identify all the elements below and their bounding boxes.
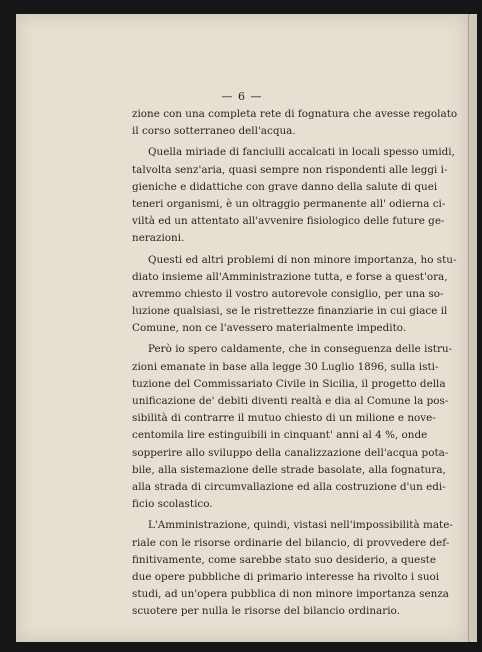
text-line: talvolta senz'aria, quasi sempre non rispondenti alle leggi i- — [132, 163, 448, 176]
text-line: Però io spero caldamente, che in conseguenza delle istru- — [148, 343, 453, 356]
text-line: il corso sotterraneo dell'acqua. — [132, 125, 296, 138]
scanned-page — [16, 14, 468, 642]
text-line: scuotere per nulla le risorse del bilancio ordinario. — [132, 605, 400, 618]
page-number: — 6 — — [221, 90, 263, 103]
text-line: zione con una completa rete di fognatura che avesse regolato — [132, 108, 458, 120]
text-line: Quella miriade di fanciulli accalcati in locali spesso umidi, — [148, 146, 455, 159]
text-line: centomila lire estinguibili in cinquant' anni al 4 %, onde — [132, 429, 428, 442]
text-line: luzione qualsiasi, se le ristrettezze finanziarie in cui giace il — [132, 305, 448, 318]
text-line: viltà ed un attentato all'avvenire fisiologico delle future ge- — [132, 215, 445, 228]
text-line: sopperire allo sviluppo della canalizzazione dell'acqua pota- — [132, 446, 449, 459]
text-line: riale con le risorse ordinarie del bilancio, di provvedere def- — [132, 536, 450, 549]
paragraph — [132, 106, 458, 140]
text-line: diato insieme all'Amministrazione tutta, e forse a quest'ora, — [132, 270, 448, 283]
text-line: alla strada di circumvallazione ed alla costruzione d'un edi- — [132, 480, 446, 493]
text-line: unificazione de' debiti diventi realtà e dia al Comune la pos- — [132, 395, 449, 407]
text-line: ficio scolastico. — [132, 498, 213, 511]
next-page-edge — [468, 14, 477, 642]
text-line: L'Amministrazione, quindi, vistasi nell'impossibilità mate- — [148, 519, 453, 532]
body-text — [132, 106, 458, 620]
text-line: sibilità di contrarre il mutuo chiesto di un milione e nove- — [132, 412, 436, 425]
text-line: due opere pubbliche di primario interesse ha rivolto i suoi — [132, 570, 440, 583]
text-line: Questi ed altri problemi di non minore importanza, ho stu- — [148, 253, 457, 266]
text-line: gieniche e didattiche con grave danno della salute di quei — [132, 180, 438, 193]
text-line: avremmo chiesto il vostro autorevole consiglio, per una so- — [132, 287, 444, 300]
text-line: zioni emanate in base alla legge 30 Luglio 1896, sulla isti- — [132, 360, 439, 373]
paragraph — [132, 252, 457, 338]
text-line: teneri organismi, è un oltraggio permanente all' odierna ci- — [132, 197, 446, 210]
paragraph — [132, 341, 453, 513]
text-line: studi, ad un'opera pubblica di non minore importanza senza — [132, 588, 449, 601]
text-line: finitivamente, come sarebbe stato suo desiderio, a queste — [132, 553, 436, 566]
text-line: Comune, non ce l'avessero materialmente impedito. — [132, 322, 407, 335]
paragraph — [132, 144, 455, 247]
text-line: bile, alla sistemazione delle strade basolate, alla fognatura, — [132, 463, 446, 476]
text-line: tuzione del Commissariato Civile in Sicilia, il progetto della — [132, 377, 446, 390]
text-line: nerazioni. — [132, 232, 185, 245]
paragraph — [132, 517, 453, 620]
